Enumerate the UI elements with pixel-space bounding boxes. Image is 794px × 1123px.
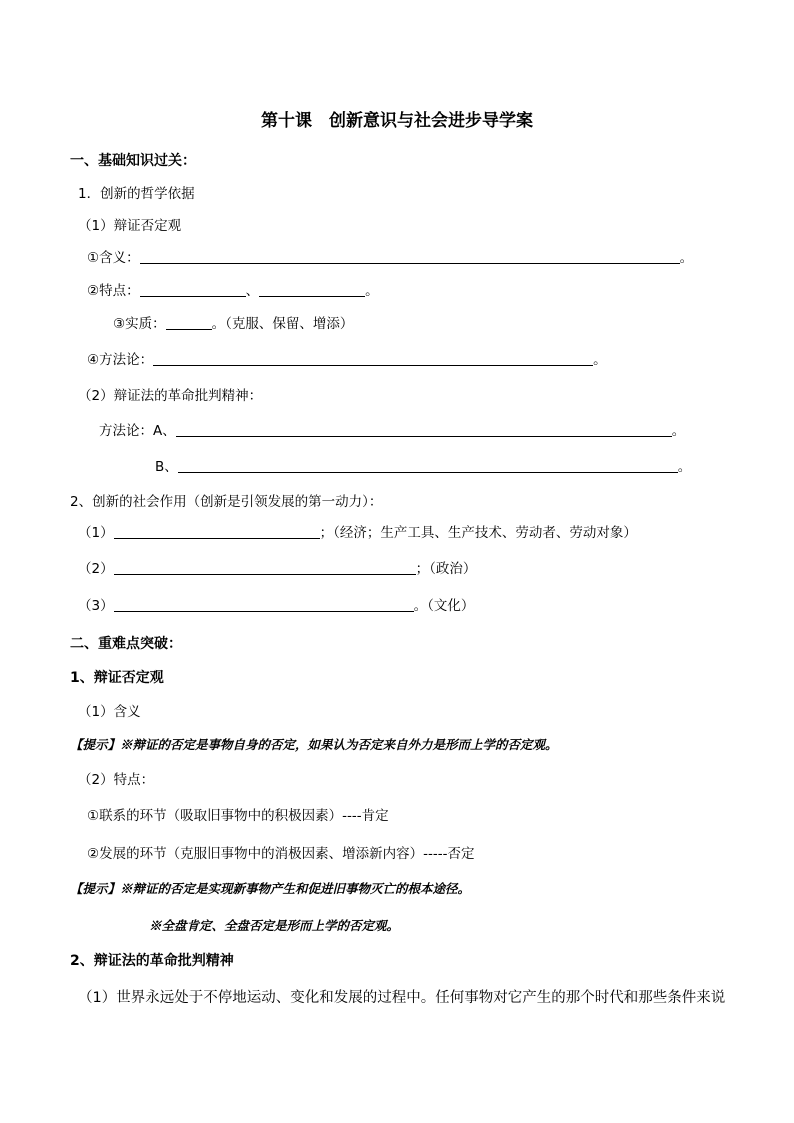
essence-blank[interactable] (166, 316, 212, 330)
essence-label: ③实质： (113, 316, 166, 332)
item-philosophy-basis: 1．创新的哲学依据 (78, 186, 195, 202)
essence-row (113, 315, 353, 333)
role-3-hint: 。（文化） (413, 598, 475, 614)
item-social-role: 2、创新的社会作用（创新是引领发展的第一动力）： (70, 494, 383, 510)
method-row (87, 351, 607, 369)
feature-develop: ②发展的环节（克服旧事物中的消极因素、增添新内容）-----否定 (87, 846, 475, 862)
role-2-label: （2） (78, 561, 114, 577)
key-item-critical-spirit: 2、辩证法的革命批判精神 (70, 953, 234, 969)
method2-a-blank[interactable] (176, 423, 672, 437)
role-row-3 (78, 597, 474, 615)
period: 。 (679, 250, 694, 266)
feature-blank-1[interactable] (140, 283, 246, 297)
role-3-blank[interactable] (114, 598, 414, 612)
sub-dialectical-negation: （1）辩证否定观 (78, 218, 182, 234)
method2-b-row (155, 458, 691, 476)
role-1-hint: ；（经济；生产工具、生产技术、劳动者、劳动对象） (319, 525, 637, 541)
page-title: 第十课 创新意识与社会进步导学案 (261, 111, 533, 131)
role-row-2 (78, 560, 476, 578)
features-row (87, 282, 379, 300)
tip-3: ※全盘肯定、全盘否定是形而上学的否定观。 (149, 918, 400, 933)
meaning-row (87, 249, 693, 267)
meaning-blank[interactable] (140, 250, 680, 264)
period: 。 (671, 423, 686, 439)
method2-a-row (99, 422, 685, 440)
section-heading-key-points: 二、重难点突破： (70, 636, 182, 652)
section-heading-basics: 一、基础知识过关： (70, 153, 196, 169)
role-2-hint: ；（政治） (415, 561, 477, 577)
features-label: ②特点： (87, 283, 140, 299)
role-1-blank[interactable] (114, 525, 320, 539)
period: 。 (365, 283, 379, 299)
key-sub-meaning: （1）含义 (78, 704, 141, 720)
tip-2: 【提示】※辩证的否定是实现新事物产生和促进旧事物灭亡的根本途径。 (70, 881, 471, 896)
method-blank[interactable] (153, 352, 593, 366)
period: 。 (593, 352, 607, 368)
paragraph-1: （1）世界永远处于不停地运动、变化和发展的过程中。任何事物对它产生的那个时代和那些条件来说 (78, 990, 726, 1006)
role-2-blank[interactable] (114, 561, 416, 575)
role-1-label: （1） (78, 525, 114, 541)
separator: 、 (245, 283, 260, 299)
role-3-label: （3） (78, 598, 114, 614)
role-row-1 (78, 524, 637, 542)
period: 。 (677, 459, 692, 475)
feature-blank-2[interactable] (259, 283, 365, 297)
essence-hint: 。（克服、保留、增添） (211, 316, 354, 332)
method-label: ④方法论： (87, 352, 154, 368)
method2-a-label: 方法论：A、 (99, 423, 176, 439)
key-sub-features: （2）特点： (78, 772, 155, 788)
method2-b-label: B、 (155, 459, 178, 475)
tip-1: 【提示】※辩证的否定是事物自身的否定，如果认为否定来自外力是形而上学的否定观。 (70, 737, 558, 752)
meaning-label: ①含义： (87, 250, 140, 266)
feature-link: ①联系的环节（吸取旧事物中的积极因素）----肯定 (87, 808, 389, 824)
method2-b-blank[interactable] (178, 459, 678, 473)
sub-critical-spirit: （2）辩证法的革命批判精神： (78, 388, 263, 404)
key-item-negation: 1、辩证否定观 (70, 670, 164, 686)
